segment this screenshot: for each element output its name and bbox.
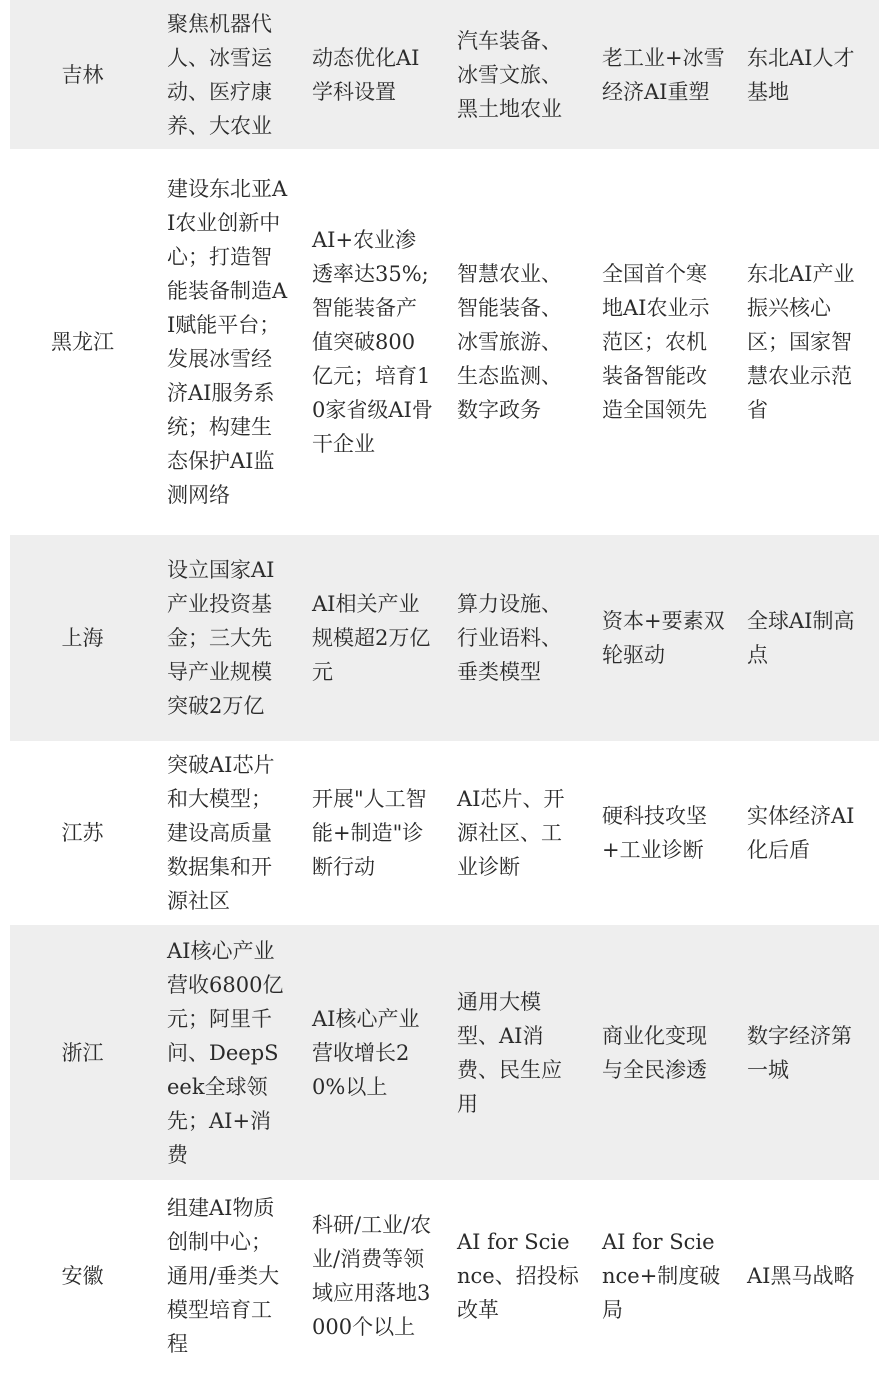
positioning-cell: 数字经济第一城 — [735, 925, 879, 1180]
mode-cell: 全国首个寒地AI农业示范区；农机装备智能改造全国领先 — [590, 153, 735, 531]
positioning-cell: 实体经济AI化后盾 — [735, 745, 879, 921]
fields-cell: AI for Science、招投标改革 — [445, 1184, 590, 1367]
table-row — [10, 153, 879, 531]
mode-cell: 老工业+冰雪经济AI重塑 — [590, 0, 735, 149]
mode-cell: 商业化变现与全民渗透 — [590, 925, 735, 1180]
measures-cell: AI核心产业营收6800亿元；阿里千问、DeepSeek全球领先；AI+消费 — [155, 925, 300, 1180]
mode-cell: 硬科技攻坚+工业诊断 — [590, 745, 735, 921]
province-cell: 吉林 — [10, 0, 155, 149]
fields-cell: 汽车装备、冰雪文旅、黑土地农业 — [445, 0, 590, 149]
measures-cell: 组建AI物质创制中心；通用/垂类大模型培育工程 — [155, 1184, 300, 1367]
province-cell: 安徽 — [10, 1184, 155, 1367]
positioning-cell: 全球AI制高点 — [735, 535, 879, 741]
table-row — [10, 745, 879, 921]
measures-cell: 突破AI芯片和大模型；建设高质量数据集和开源社区 — [155, 745, 300, 921]
table-row — [10, 0, 879, 149]
fields-cell: 通用大模型、AI消费、民生应用 — [445, 925, 590, 1180]
table-row — [10, 535, 879, 741]
province-ai-strategy-table — [10, 0, 879, 1367]
mode-cell: AI for Science+制度破局 — [590, 1184, 735, 1367]
targets-cell: AI相关产业规模超2万亿元 — [300, 535, 445, 741]
province-cell: 黑龙江 — [10, 153, 155, 531]
province-cell: 江苏 — [10, 745, 155, 921]
province-cell: 上海 — [10, 535, 155, 741]
targets-cell: 开展"人工智能+制造"诊断行动 — [300, 745, 445, 921]
targets-cell: AI+农业渗透率达35%;智能装备产值突破800亿元；培育10家省级AI骨干企业 — [300, 153, 445, 531]
targets-cell: AI核心产业营收增长20%以上 — [300, 925, 445, 1180]
fields-cell: 智慧农业、智能装备、冰雪旅游、生态监测、数字政务 — [445, 153, 590, 531]
positioning-cell: 东北AI产业振兴核心区；国家智慧农业示范省 — [735, 153, 879, 531]
measures-cell: 设立国家AI产业投资基金；三大先导产业规模突破2万亿 — [155, 535, 300, 741]
targets-cell: 科研/工业/农业/消费等领域应用落地3000个以上 — [300, 1184, 445, 1367]
mode-cell: 资本+要素双轮驱动 — [590, 535, 735, 741]
measures-cell: 聚焦机器代人、冰雪运动、医疗康养、大农业 — [155, 0, 300, 149]
table-row — [10, 1184, 879, 1367]
fields-cell: 算力设施、行业语料、垂类模型 — [445, 535, 590, 741]
province-cell: 浙江 — [10, 925, 155, 1180]
fields-cell: AI芯片、开源社区、工业诊断 — [445, 745, 590, 921]
positioning-cell: AI黑马战略 — [735, 1184, 879, 1367]
table-row — [10, 925, 879, 1180]
measures-cell: 建设东北亚AI农业创新中心；打造智能装备制造AI赋能平台；发展冰雪经济AI服务系统；构建生态保护AI监测网络 — [155, 153, 300, 531]
positioning-cell: 东北AI人才基地 — [735, 0, 879, 149]
targets-cell: 动态优化AI学科设置 — [300, 0, 445, 149]
